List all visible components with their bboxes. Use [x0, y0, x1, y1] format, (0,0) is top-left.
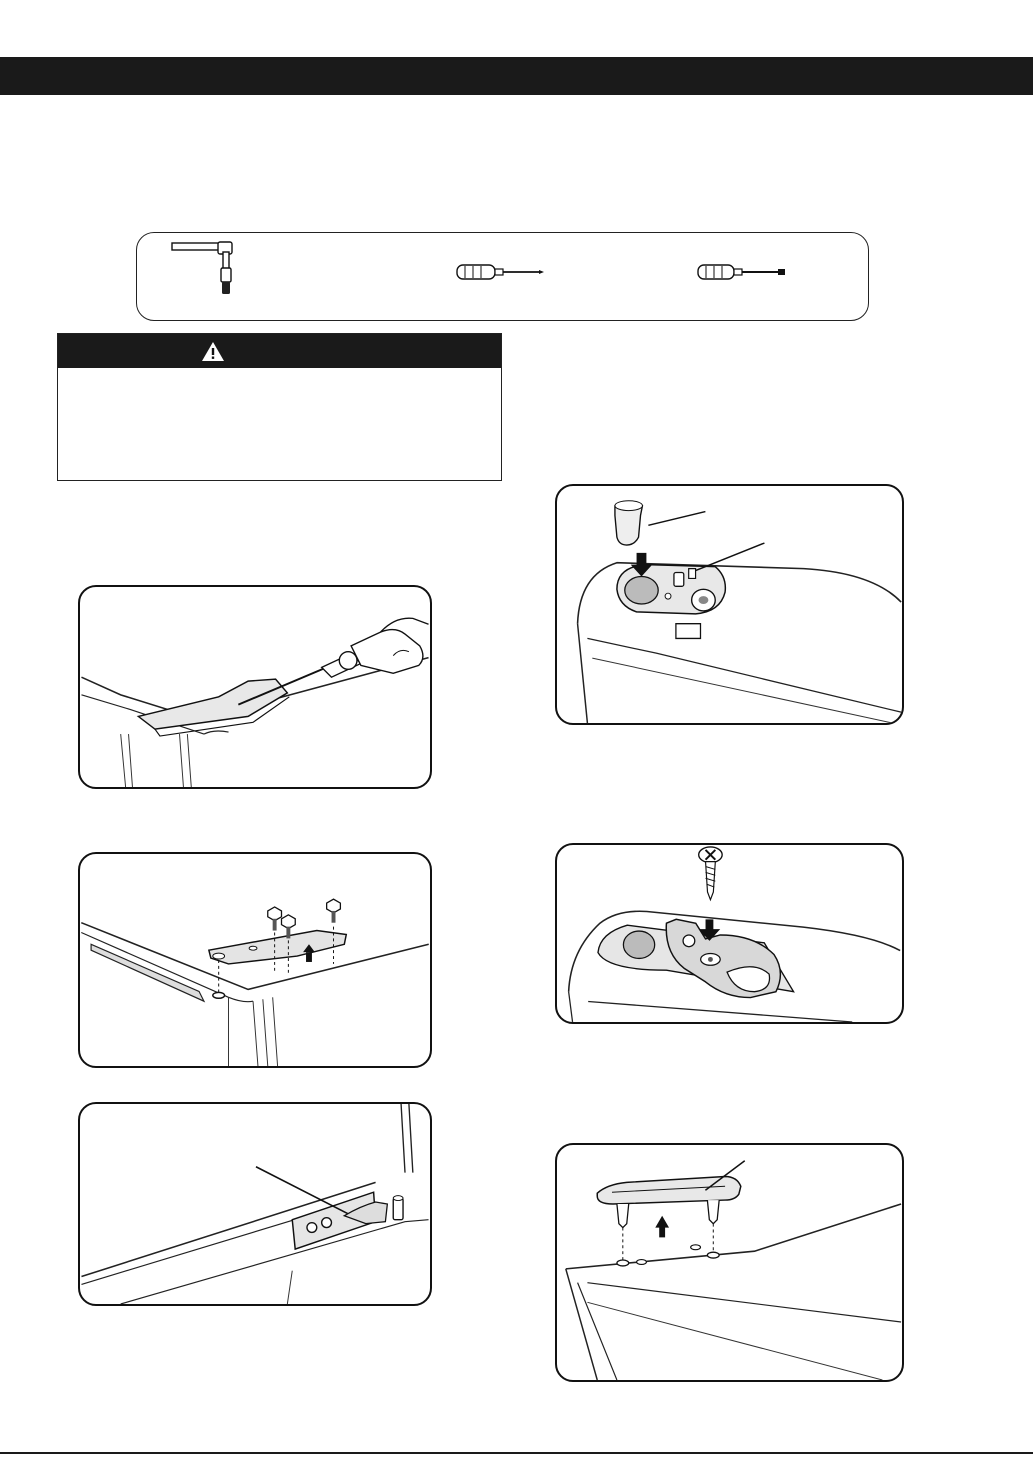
figure-hinge-installed	[78, 1102, 432, 1306]
screwdriver-prying-cover-illustration	[80, 587, 430, 787]
socket-wrench-icon	[170, 240, 240, 298]
hinge-screw-illustration	[557, 845, 902, 1022]
footer-rule	[0, 1452, 1033, 1454]
top-hinge-bolts-illustration	[80, 854, 430, 1066]
hinge-cap-insert-illustration	[557, 486, 902, 723]
header-bar	[0, 57, 1033, 95]
figure-remove-hinge-cover	[78, 585, 432, 789]
flathead-screwdriver-icon	[696, 262, 788, 282]
bolt-icon	[327, 899, 341, 923]
figure-install-hinge-screw	[555, 843, 904, 1024]
warning-box	[57, 333, 502, 481]
hinge-bracket-illustration	[80, 1104, 430, 1304]
hinge-cover-install-illustration	[557, 1145, 902, 1380]
bolt-icon	[268, 907, 282, 931]
figure-insert-hinge-cap	[555, 484, 904, 725]
figure-install-hinge-cover	[555, 1143, 904, 1382]
warning-header	[58, 334, 501, 368]
figure-remove-top-hinge	[78, 852, 432, 1068]
phillips-screwdriver-icon	[455, 262, 545, 282]
warning-triangle-icon	[201, 341, 225, 362]
